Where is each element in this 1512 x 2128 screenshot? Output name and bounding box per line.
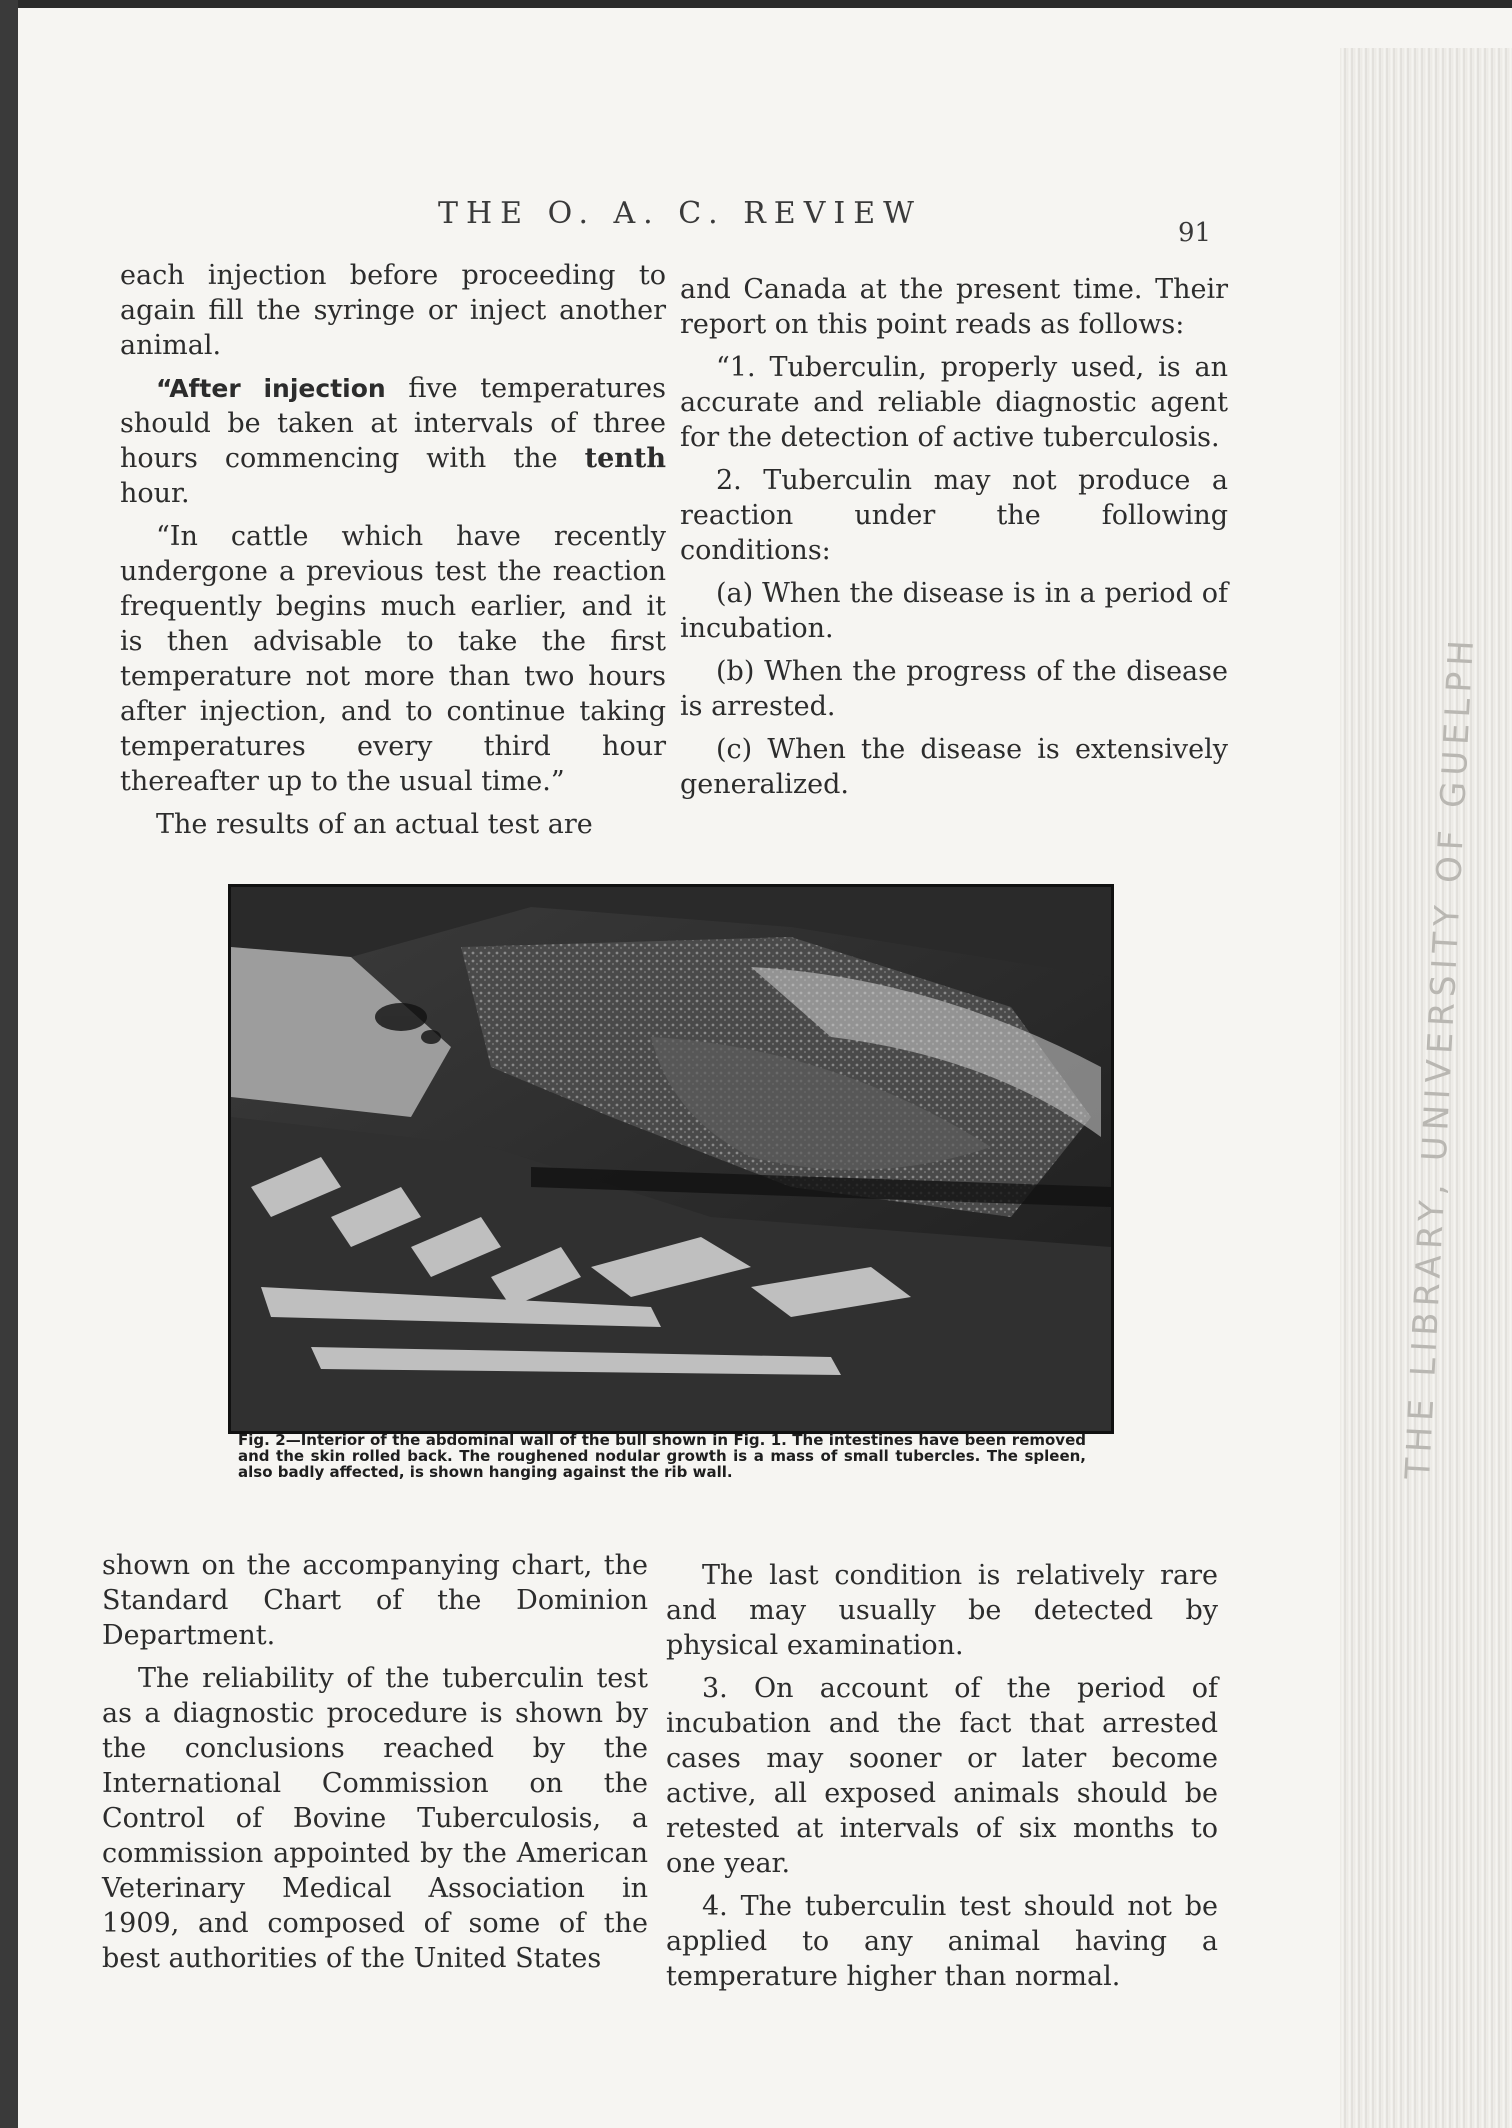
column-bottom-right: [666, 1558, 1218, 2002]
paragraph: and Canada at the present time. Their report on this point reads as follows:: [680, 274, 1228, 340]
book-page: [18, 8, 1512, 2128]
paragraph: each injection before proceeding to again fill the syringe or inject another animal.: [120, 260, 666, 361]
page-number: 91: [1178, 218, 1212, 248]
paragraph: The reliability of the tuberculin test as a diagnostic procedure is shown by the conclusions reached by the International Commission on the Control of Bovine Tuberculosis, a commission appointed by the American Veterinary Medical Association in 1909, and composed of some of the best authorities of the United States: [102, 1663, 648, 1974]
paragraph: “In cattle which have recently undergone a previous test the reaction frequently begins much earlier, and it is then advisable to take the first temperature not more than two hours after injection, and to continue taking temperatures every third hour thereafter up to the usual time.”: [120, 521, 666, 797]
paragraph: (b) When the progress of the disease is arrested.: [680, 656, 1228, 722]
column-top-right: [680, 272, 1228, 810]
book-binding-edge: [0, 0, 18, 2128]
library-stamp: THE LIBRARY, UNIVERSITY OF GUELPH: [1398, 633, 1483, 1481]
photo-illustration: [231, 887, 1111, 1431]
paragraph: (a) When the disease is in a period of incubation.: [680, 578, 1228, 644]
paragraph: [120, 371, 666, 511]
paragraph: shown on the accompanying chart, the Standard Chart of the Dominion Department.: [102, 1550, 648, 1651]
text-run: hour.: [120, 478, 190, 509]
paragraph: 3. On account of the period of incubation and the fact that arrested cases may sooner or later become active, all exposed animals should be retested at intervals of six months to one year.: [666, 1673, 1218, 1879]
paragraph: 2. Tuberculin may not produce a reaction under the following conditions:: [680, 465, 1228, 566]
paragraph: The last condition is relatively rare and may usually be detected by physical examination.: [666, 1560, 1218, 1661]
column-top-left: [120, 258, 666, 850]
paragraph: The results of an actual test are: [156, 809, 593, 840]
bold-phrase: “After injection: [156, 374, 386, 403]
bold-word: tenth: [584, 443, 666, 474]
paragraph: “1. Tuberculin, properly used, is an accurate and reliable diagnostic agent for the detection of active tuberculosis.: [680, 352, 1228, 453]
text-run: five temperatures should be taken at intervals of three hours commencing with the: [120, 373, 666, 474]
figure-caption: Fig. 2—Interior of the abdominal wall of the bull shown in Fig. 1. The intestines have been removed and the skin rolled back. The roughened nodular growth is a mass of small tubercles. The spleen, also badly affected, is shown hanging against the rib wall.: [238, 1431, 1086, 1481]
paragraph: 4. The tuberculin test should not be applied to any animal having a temperature higher than normal.: [666, 1891, 1218, 1992]
running-title: THE O. A. C. REVIEW: [438, 196, 922, 231]
paragraph: (c) When the disease is extensively generalized.: [680, 734, 1228, 800]
column-bottom-left: [102, 1548, 648, 1984]
figure-photograph: [228, 884, 1114, 1434]
